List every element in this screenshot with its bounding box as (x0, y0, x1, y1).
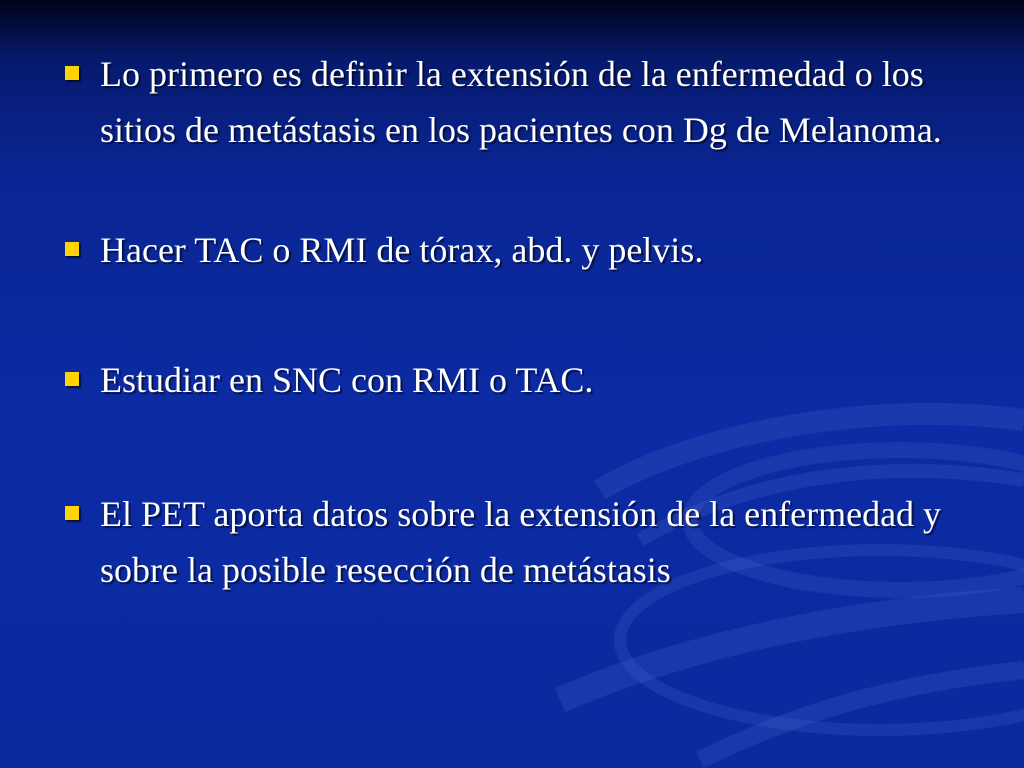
yellow-square-bullet-icon (65, 372, 79, 386)
bullet-item (62, 222, 982, 278)
yellow-square-bullet-icon (65, 66, 79, 80)
bullet-item (62, 352, 982, 408)
bullet-item (62, 486, 982, 598)
yellow-square-bullet-icon (65, 242, 79, 256)
bullet-text: El PET aporta datos sobre la extensión de la enfermedad y sobre la posible resección de metástasis (100, 494, 942, 590)
yellow-square-bullet-icon (65, 506, 79, 520)
bullet-item (62, 46, 982, 158)
bullet-text: Lo primero es definir la extensión de la enfermedad o los sitios de metástasis en los pacientes con Dg de Melanoma. (100, 54, 942, 150)
bullet-text: Hacer TAC o RMI de tórax, abd. y pelvis. (100, 230, 704, 270)
bullet-list (62, 46, 982, 598)
bullet-text: Estudiar en SNC con RMI o TAC. (100, 360, 594, 400)
